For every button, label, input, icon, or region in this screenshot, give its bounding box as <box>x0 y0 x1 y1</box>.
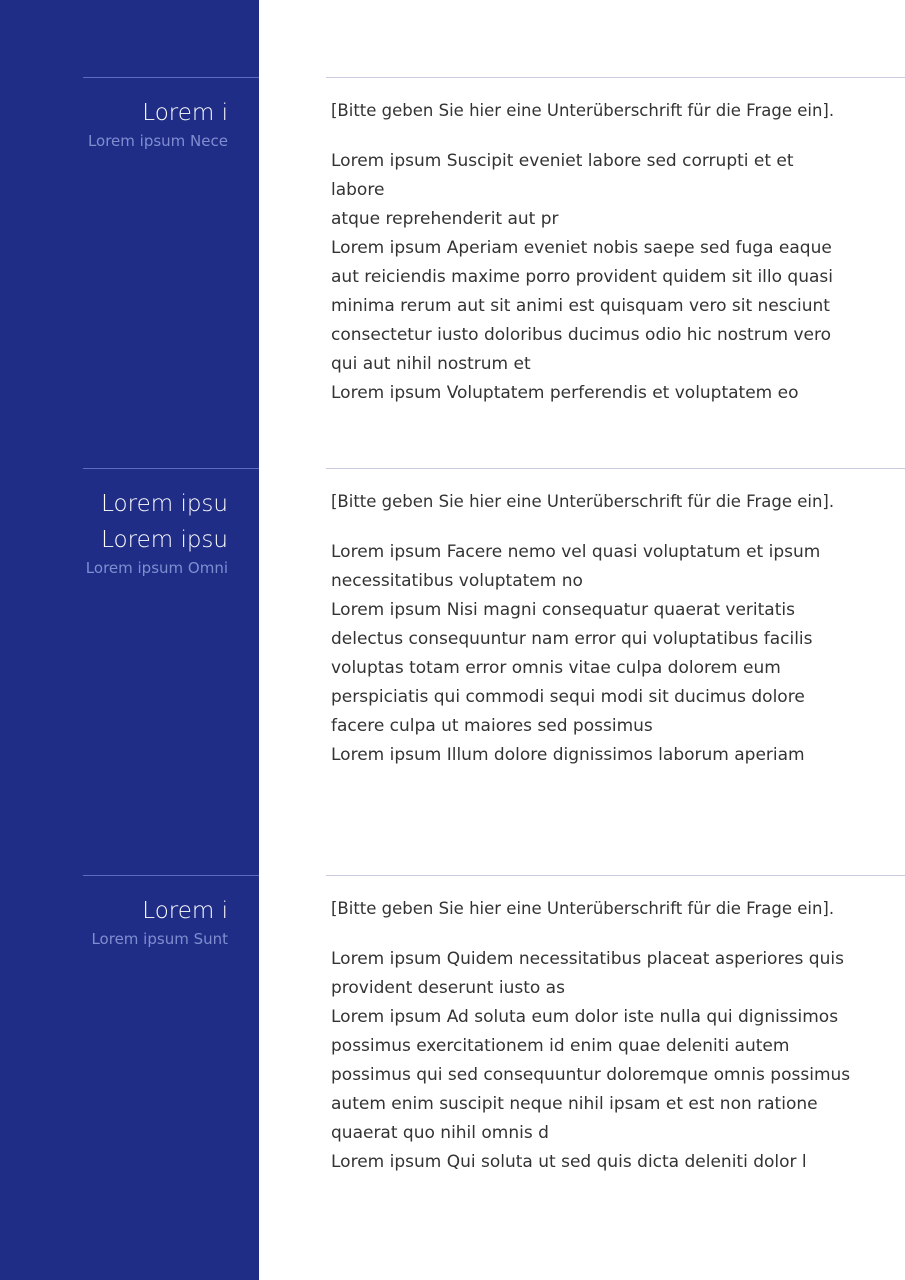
body-line: possimus exercitationem id enim quae deleniti autem <box>331 1036 790 1056</box>
question-subheading: [Bitte geben Sie hier eine Unterüberschrift für die Frage ein]. <box>331 101 835 120</box>
sidebar <box>0 0 259 1280</box>
body-line: possimus qui sed consequuntur doloremque omnis possimus <box>331 1065 851 1085</box>
section-title: Lorem i <box>142 100 228 126</box>
sidebar-divider <box>83 875 259 876</box>
body-line: provident deserunt iusto as <box>331 978 565 998</box>
body-line: Lorem ipsum Quidem necessitatibus placeat asperiores quis <box>331 949 844 969</box>
body-line: qui aut nihil nostrum et <box>331 354 531 374</box>
question-subheading: [Bitte geben Sie hier eine Unterüberschrift für die Frage ein]. <box>331 899 835 918</box>
body-line: Lorem ipsum Illum dolore dignissimos laborum aperiam <box>331 745 805 765</box>
section-title: Lorem ipsu <box>101 491 228 517</box>
section-title: Lorem i <box>142 898 228 924</box>
content-divider <box>326 468 905 469</box>
body-line: Lorem ipsum Nisi magni consequatur quaerat veritatis <box>331 600 795 620</box>
body-line: aut reiciendis maxime porro provident quidem sit illo quasi <box>331 267 833 287</box>
body-line: Lorem ipsum Aperiam eveniet nobis saepe sed fuga eaque <box>331 238 832 258</box>
sidebar-divider <box>83 468 259 469</box>
section-subtitle: Lorem ipsum Nece <box>87 132 228 150</box>
section-subtitle: Lorem ipsum Sunt <box>91 930 228 948</box>
section-title: Lorem ipsu <box>101 527 228 553</box>
content-divider <box>326 77 905 78</box>
body-line: delectus consequuntur nam error qui voluptatibus facilis <box>331 629 813 649</box>
section-content <box>331 895 851 1177</box>
question-subheading: [Bitte geben Sie hier eine Unterüberschrift für die Frage ein]. <box>331 492 835 511</box>
section-content <box>331 97 851 408</box>
body-line: minima rerum aut sit animi est quisquam vero sit nesciunt <box>331 296 830 316</box>
body-line: Lorem ipsum Facere nemo vel quasi voluptatum et ipsum <box>331 542 821 562</box>
body-line: consectetur iusto doloribus ducimus odio hic nostrum vero <box>331 325 831 345</box>
content-divider <box>326 875 905 876</box>
section-content <box>331 488 851 770</box>
body-line: perspiciatis qui commodi sequi modi sit ducimus dolore <box>331 687 805 707</box>
section-heading <box>48 893 228 949</box>
section-heading <box>48 486 228 578</box>
body-line: autem enim suscipit neque nihil ipsam et est non ratione <box>331 1094 818 1114</box>
section-subtitle: Lorem ipsum Omni <box>85 559 228 577</box>
section-heading <box>48 95 228 151</box>
body-line: atque reprehenderit aut pr <box>331 209 559 229</box>
body-line: Lorem ipsum Qui soluta ut sed quis dicta deleniti dolor l <box>331 1152 807 1172</box>
body-line: Lorem ipsum Ad soluta eum dolor iste nulla qui dignissimos <box>331 1007 839 1027</box>
body-line: voluptas totam error omnis vitae culpa dolorem eum <box>331 658 781 678</box>
sidebar-divider <box>83 77 259 78</box>
body-line: Lorem ipsum Suscipit eveniet labore sed corrupti et et labore <box>331 151 794 200</box>
body-line: Lorem ipsum Voluptatem perferendis et voluptatem eo <box>331 383 799 403</box>
body-line: quaerat quo nihil omnis d <box>331 1123 549 1143</box>
body-line: necessitatibus voluptatem no <box>331 571 583 591</box>
body-line: facere culpa ut maiores sed possimus <box>331 716 653 736</box>
